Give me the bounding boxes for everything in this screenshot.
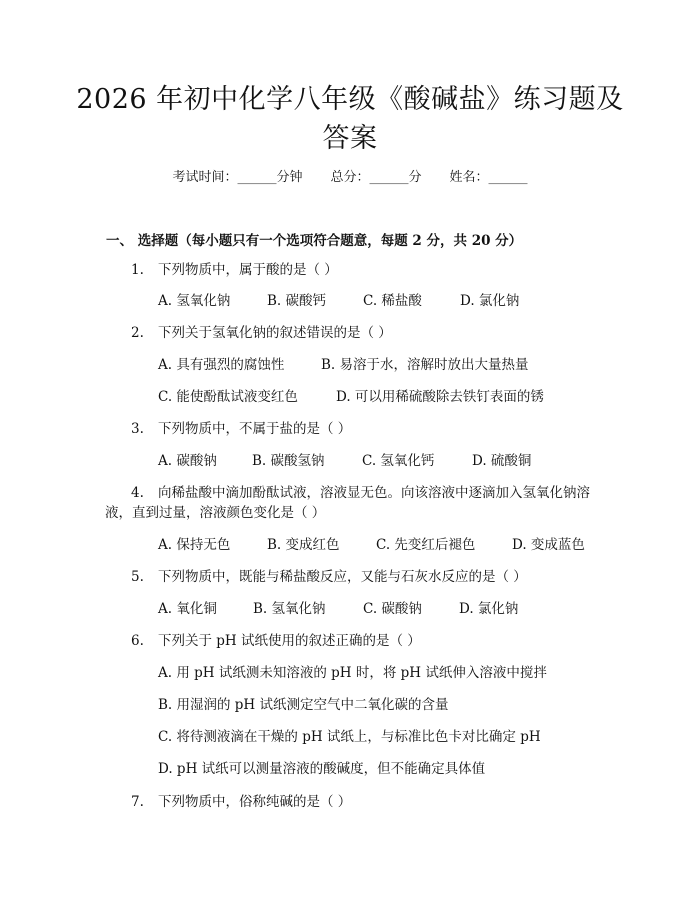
exam-score: 总分：______分 — [330, 170, 422, 185]
option-d: D. 氯化钠 — [459, 601, 519, 617]
option-d: D. 氯化钠 — [460, 293, 520, 309]
option-a: A. 用 pH 试纸测未知溶液的 pH 时，将 pH 试纸伸入溶液中搅拌 — [158, 665, 547, 681]
option-c: C. 稀盐酸 — [363, 293, 422, 309]
option-b: B. 变成红色 — [267, 537, 340, 553]
question-number: 7. — [131, 794, 144, 810]
option-a: A. 碳酸钠 — [158, 453, 217, 469]
option-a: A. 氢氧化钠 — [158, 293, 231, 309]
question-number: 2. — [131, 325, 144, 341]
question-6-option-b — [158, 697, 449, 713]
question-text: 下列物质中，俗称纯碱的是（ ） — [158, 794, 352, 810]
option-d: D. 可以用稀硫酸除去铁钉表面的锈 — [336, 389, 544, 405]
question-text-continuation: 液，直到过量，溶液颜色变化是（ ） — [105, 505, 326, 521]
question-number: 6. — [131, 633, 144, 649]
option-a: A. 保持无色 — [158, 537, 231, 553]
exam-name: 姓名：______ — [449, 170, 528, 185]
question-number: 4. — [131, 485, 144, 501]
question-text: 下列物质中，属于酸的是（ ） — [158, 262, 338, 278]
question-text: 下列关于 pH 试纸使用的叙述正确的是（ ） — [158, 633, 421, 649]
option-d: D. pH 试纸可以测量溶液的酸碱度，但不能确定具体值 — [158, 761, 486, 777]
option-b: B. 碳酸氢钠 — [252, 453, 325, 469]
title-line-1: 2026 年初中化学八年级《酸碱盐》练习题及 — [76, 84, 624, 115]
question-text: 下列物质中，不属于盐的是（ ） — [158, 421, 352, 437]
option-c: C. 能使酚酞试液变红色 — [158, 389, 298, 405]
section-heading: 一、 选择题（每小题只有一个选项符合题意，每题 2 分，共 20 分） — [106, 233, 523, 249]
question-6-option-c — [158, 729, 541, 745]
question-6-option-a — [158, 665, 547, 681]
option-b: B. 氢氧化钠 — [253, 601, 326, 617]
question-number: 5. — [131, 569, 144, 585]
option-d: D. 变成蓝色 — [512, 537, 585, 553]
question-text: 下列关于氢氧化钠的叙述错误的是（ ） — [158, 325, 392, 341]
question-number: 3. — [131, 421, 144, 437]
option-c: C. 先变红后褪色 — [376, 537, 476, 553]
option-b: B. 易溶于水，溶解时放出大量热量 — [321, 357, 529, 373]
question-number: 1. — [131, 262, 144, 278]
title-line-2: 答案 — [322, 123, 378, 154]
option-c: C. 氢氧化钙 — [362, 453, 435, 469]
question-6-option-d — [158, 761, 485, 777]
page-title — [60, 80, 640, 158]
option-d: D. 硫酸铜 — [472, 453, 532, 469]
exam-time: 考试时间：______分钟 — [172, 170, 303, 185]
option-b: B. 碳酸钙 — [267, 293, 327, 309]
option-c: C. 碳酸钠 — [363, 601, 422, 617]
exam-meta — [0, 170, 700, 186]
option-a: A. 具有强烈的腐蚀性 — [158, 357, 285, 373]
option-c: C. 将待测液滴在干燥的 pH 试纸上，与标准比色卡对比确定 pH — [158, 729, 541, 745]
option-a: A. 氧化铜 — [158, 601, 217, 617]
question-text: 向稀盐酸中滴加酚酞试液，溶液显无色。向该溶液中逐滴加入氢氧化钠溶 — [158, 485, 590, 501]
question-text: 下列物质中，既能与稀盐酸反应，又能与石灰水反应的是（ ） — [158, 569, 527, 585]
option-b: B. 用湿润的 pH 试纸测定空气中二氧化碳的含量 — [158, 697, 449, 713]
